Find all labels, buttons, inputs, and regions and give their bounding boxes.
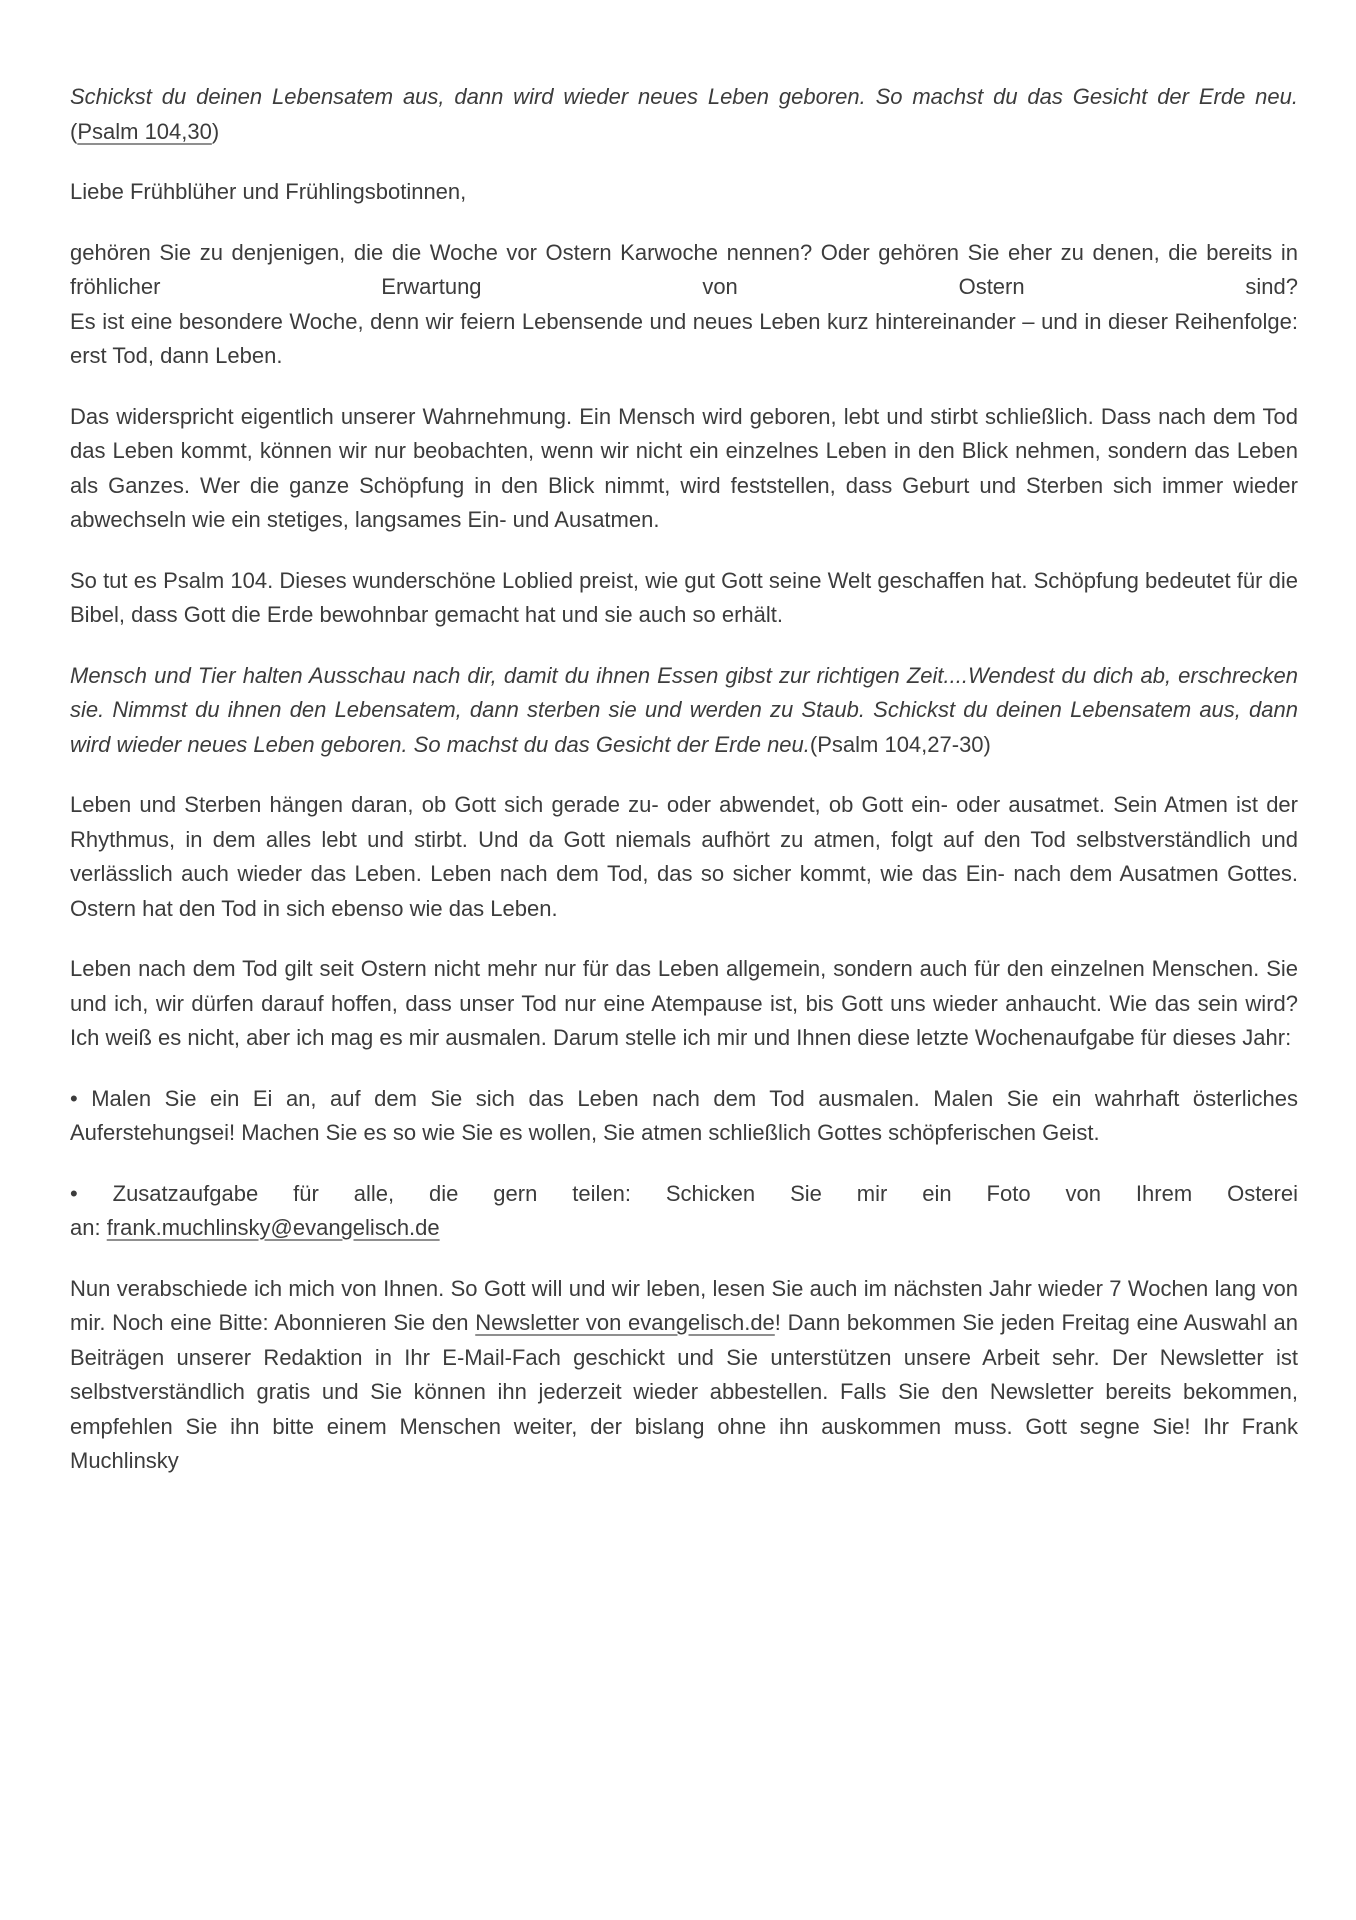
karwoche-part2: Es ist eine besondere Woche, denn wir feiern Lebensende und neues Leben kurz hintereinander – und in dieser Reihenfolge: erst Tod, dann Leben. — [70, 308, 1298, 368]
email-prefix: an: — [70, 1215, 107, 1240]
psalm-blockquote-text: Mensch und Tier halten Ausschau nach dir, damit du ihnen Essen gibst zur richtigen Zeit....Wendest du dich ab, erschrecken sie. Nimmst du ihnen den Lebensatem, dann sterben sie und werden zu Staub. Schickst du deinen Lebensatem aus, dann wird wieder neues Leben geboren. So machst du das Gesicht der Erde neu. — [70, 662, 1298, 757]
email-link[interactable]: frank.muchlinsky@evangelisch.de — [106, 1215, 440, 1240]
citation-open-paren: ( — [70, 118, 78, 144]
leben-sterben-paragraph: Leben und Sterben hängen daran, ob Gott sich gerade zu- oder abwendet, ob Gott ein- oder ausatmet. Sein Atmen ist der Rhythmus, in dem alles lebt und stirbt. Und da Gott niemals aufhört zu atmen, folgt auf den Tod selbstverständlich und verlässlich auch wieder das Leben. Leben nach dem Tod, das so sicher kommt, wie das Ein- nach dem Ausatmen Gottes. Ostern hat den Tod in sich ebenso wie das Leben. — [70, 792, 1298, 921]
citation-close-paren: ) — [211, 118, 220, 144]
intro-quote-paragraph — [70, 80, 1298, 149]
closing-paragraph — [70, 1272, 1298, 1479]
psalm-104-30-link[interactable]: Psalm 104,30 — [77, 118, 212, 144]
bonus-task-email-line — [70, 1211, 1298, 1246]
psalm-blockquote-paragraph — [70, 659, 1298, 763]
psalm104-loblied-paragraph: So tut es Psalm 104. Dieses wunderschöne Loblied preist, wie gut Gott seine Welt geschaffen hat. Schöpfung bedeutet für die Bibel, dass Gott die Erde bewohnbar gemacht hat und sie auch so erhält. — [70, 567, 1298, 627]
closing-text-after-link: ! Dann bekommen Sie jeden Freitag eine Auswahl an Beiträgen unserer Redaktion in Ihr E-Mail-Fach geschickt und Sie unterstützen unsere Arbeit sehr. Der Newsletter ist selbstverständlich gratis und Sie können ihn jederzeit wieder abbestellen. Falls Sie den Newsletter bereits bekommen, empfehlen Sie ihn bitte einem Menschen weiter, der bislang ohne ihn auskommen muss. Gott segne Sie! Ihr Frank Muchlinsky — [70, 1310, 1299, 1473]
wahrnehmung-paragraph: Das widerspricht eigentlich unserer Wahrnehmung. Ein Mensch wird geboren, lebt und stirbt schließlich. Dass nach dem Tod das Leben kommt, können wir nur beobachten, wenn wir nicht ein einzelnes Leben in den Blick nehmen, sondern das Leben als Ganzes. Wer die ganze Schöpfung in den Blick nimmt, wird feststellen, dass Geburt und Sterben sich immer wieder abwechseln wie ein stetiges, langsames Ein- und Ausatmen. — [70, 403, 1298, 532]
ostern-hoffnung-paragraph: Leben nach dem Tod gilt seit Ostern nicht mehr nur für das Leben allgemein, sondern auch für den einzelnen Menschen. Sie und ich, wir dürfen darauf hoffen, dass unser Tod nur eine Atempause ist, bis Gott uns wieder anhaucht. Wie das sein wird? Ich weiß es nicht, aber ich mag es mir ausmalen. Darum stelle ich mir und Ihnen diese letzte Wochenaufgabe für dieses Jahr: — [70, 956, 1298, 1050]
salutation-line: Liebe Frühblüher und Frühlingsbotinnen, — [70, 179, 467, 204]
bonus-task-text: • Zusatzaufgabe für alle, die gern teilen: Schicken Sie mir ein Foto von Ihrem Osterei — [70, 1180, 1298, 1206]
psalm-blockquote-citation: (Psalm 104,27-30) — [809, 731, 991, 757]
karwoche-part1: gehören Sie zu denjenigen, die die Woche vor Ostern Karwoche nennen? Oder gehören Sie eher zu denen, die bereits in fröhlicher Erwartung von Ostern sind? — [70, 239, 1298, 299]
karwoche-paragraph — [70, 236, 1298, 374]
intro-quote-text: Schickst du deinen Lebensatem aus, dann wird wieder neues Leben geboren. So machst du das Gesicht der Erde neu. — [70, 84, 1298, 109]
task-egg-bullet: • Malen Sie ein Ei an, auf dem Sie sich das Leben nach dem Tod ausmalen. Malen Sie ein wahrhaft österliches Auferstehungsei! Machen Sie es so wie Sie es wollen, Sie atmen schließlich Gottes schöpferischen Geist. — [70, 1085, 1298, 1145]
bonus-task-bullet — [70, 1177, 1298, 1246]
closing-text-before-link: Nun verabschiede ich mich von Ihnen. So Gott will und wir leben, lesen Sie auch im nächsten Jahr wieder 7 Wochen lang von mir. Noch eine Bitte: Abonnieren Sie den — [70, 1275, 1298, 1335]
newsletter-link[interactable]: Newsletter von evangelisch.de — [475, 1310, 775, 1335]
